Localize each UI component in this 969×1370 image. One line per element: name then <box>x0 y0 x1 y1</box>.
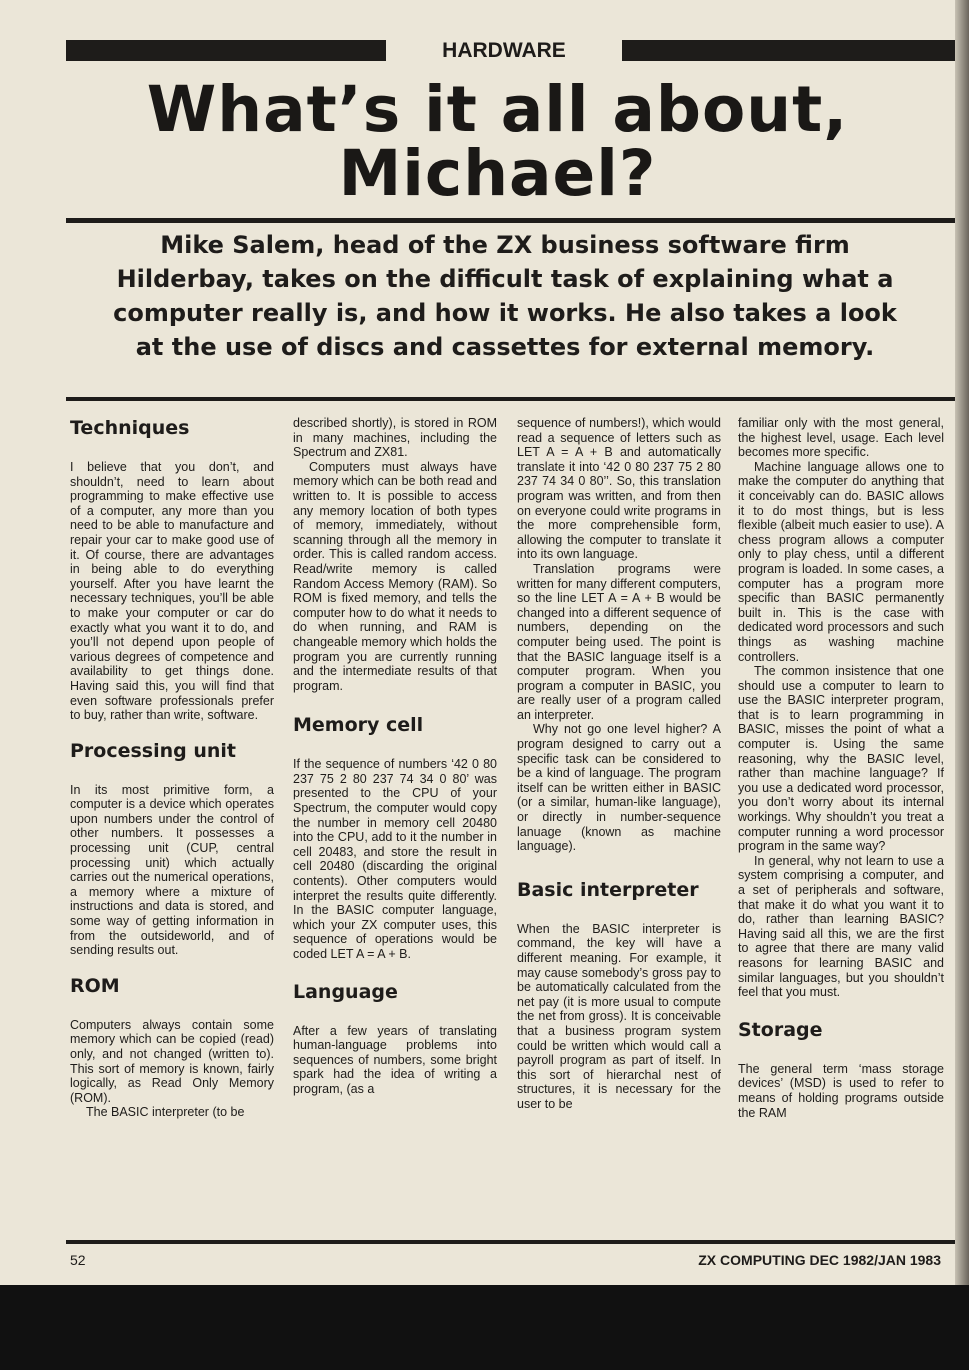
paragraph: In its most primitive form, a computer is a device which operates upon numbers under the control of other numbers. It possesses a processing unit (CUP, central processing unit) which actually carries out the numerical operations, a memory where a mixture of instructions and data is stored, and some way of getting information in from the outsideworld, and of sending results out. <box>70 782 274 958</box>
paragraph: Translation programs were written for many different computers, so the line LET A = A + B would be changed into a different sequence of numbers, depending on the computer being used. The point is that the BASIC language itself is a computer program. When you program a computer in BASIC, you are really user of a program called an interpreter. <box>517 561 721 722</box>
paragraph: Machine language allows one to make the computer do anything that it conceivably can do. BASIC allows it to do most things, but is less flexible (albeit much easier to use). A chess program allows a computer only to play chess, until a different program is loaded. In some cases, a computer has a program more specific than BASIC permanently built in. This is the case with dedicated word processors and such things as washing machine controllers. <box>738 459 944 664</box>
section-label: HARDWARE <box>442 39 566 62</box>
column-4 <box>738 416 944 1234</box>
page-number: 52 <box>70 1252 86 1268</box>
paragraph: sequence of numbers!), which would read a sequence of letters such as LET A = A + B and automatically translate it into ‘42 0 80 237 75 2 80 237 74 34 0 80’’. So, this translation program was written, and from then on everyone could write programs in the more comprehensible form, allowing the computer to translate it into its own language. <box>517 416 721 562</box>
subheading-rom: ROM <box>70 974 120 997</box>
section-rule-right <box>622 40 955 61</box>
subheading-memory-cell: Memory cell <box>293 714 424 737</box>
headline <box>40 73 955 210</box>
column-2 <box>293 416 497 1234</box>
headline-line-1: What’s it all about, <box>146 73 849 146</box>
scan-background <box>0 1285 969 1370</box>
page-footer <box>70 1250 941 1270</box>
subheading-techniques: Techniques <box>70 417 190 439</box>
paragraph: The BASIC interpreter (to be <box>86 1105 245 1120</box>
column-3 <box>517 416 721 1234</box>
paragraph: In general, why not learn to use a system comprising a computer, and a set of peripherals and software, that make it do what you want it to do, rather than learning BASIC? Having said all this, we are the first to agree that there are many valid reasons for learning BASIC and similar languages, but you shouldn’t feel that you must. <box>738 853 944 1000</box>
subheading-language: Language <box>293 980 398 1003</box>
headline-rule <box>66 218 955 223</box>
subheading-basic-interpreter: Basic interpreter <box>517 878 699 901</box>
magazine-issue: ZX COMPUTING DEC 1982/JAN 1983 <box>698 1252 941 1268</box>
paragraph: Computers always contain some memory which can be copied (read) only, and not changed (written to). This sort of memory is known, fairly logically, as Read Only Memory (ROM). <box>70 1017 274 1105</box>
paragraph: described shortly), is stored in ROM in many machines, including the Spectrum and ZX81. <box>293 416 497 460</box>
section-band <box>66 38 955 63</box>
paragraph: I believe that you don’t, and shouldn’t, need to learn about programming to make effective use of a computer, any more than you need to be able to manufacture and repair your car to make good use of it. Of course, there are advantages in being able to do everything yourself. After you have learnt the necessary techniques, you’ll be able to make your computer or car do exactly what you want it to do, and you’ll not depend upon people of various degrees of competence and availability to get things done. Having said this, you will find that even software professionals prefer to buy, rather than write, software. <box>70 460 274 723</box>
headline-line-2: Michael? <box>338 137 657 210</box>
paragraph: The general term ‘mass storage devices’ (MSD) is used to refer to means of holding programs outside the RAM <box>738 1061 944 1120</box>
column-1 <box>70 416 274 1234</box>
standfirst-rule <box>66 397 955 401</box>
paragraph: familiar only with the most general, the highest level, usage. Each level becomes more specific. <box>738 416 944 460</box>
footer-rule <box>66 1240 955 1244</box>
subheading-processing-unit: Processing unit <box>70 739 237 762</box>
paragraph: The common insistence that one should use a computer to learn to use the BASIC interpreter program, that is to learn programming in BASIC, misses the point of what a computer is. Using the same reasoning, why the BASIC level, rather than machine language? If you use a dedicated word processor, you don’t worry about its internal workings. Why shouldn’t you treat a computer running a word processor program in the same way? <box>738 664 944 854</box>
paragraph: Why not go one level higher? A program designed to carry out a specific task can be considered to be a kind of language. The program itself can be written either in BASIC (or a similar, human-like language), or directly in number-sequence lanuage (known as machine language). <box>517 722 721 854</box>
paragraph: After a few years of translating human-language problems into sequences of numbers, some bright spark had the idea of writing a program, (as a <box>293 1023 497 1096</box>
page-gutter-edge <box>955 0 969 1285</box>
paragraph: Computers must always have memory which can be both read and written to. It is possible to access any memory location of both types of memory, immediately, without scanning through all the memory in order. This is called random access. Read/write memory is called Random Access Memory (RAM). So ROM is fixed memory, and tells the computer how to do what it needs to do when running, and RAM is changeable memory which holds the program you are currently running and the intermediate results of that program. <box>293 459 497 693</box>
section-rule-left <box>66 40 386 61</box>
paragraph: If the sequence of numbers ‘42 0 80 237 75 2 80 237 74 34 0 80’ was presented to the CPU of your Spectrum, the computer would copy the number in memory cell 20480 into the CPU, add to it the number in cell 20483, and store the result in cell 20480 (discarding the original contents). Other computers would interpret the results quite differently. In the BASIC computer language, which your ZX computer uses, this sequence of operations would be coded LET A = A + B. <box>293 757 497 961</box>
subheading-storage: Storage <box>738 1018 823 1041</box>
standfirst: Mike Salem, head of the ZX business software firm Hilderbay, takes on the difficult task of explaining what a computer really is, and how it works. He also takes a look at the use of discs and cassettes for external memory. <box>113 231 897 361</box>
paragraph: When the BASIC interpreter is command, the key will have a different meaning. For example, it may cause somebody’s gross pay to be automatically calculated from the net pay (it is more usual to compute the net from gross). It is conceivable that a business program system could be written which would call a payroll program as part of itself. In this sort of hierarchal nest of structures, it is necessary for the user to be <box>517 921 721 1111</box>
